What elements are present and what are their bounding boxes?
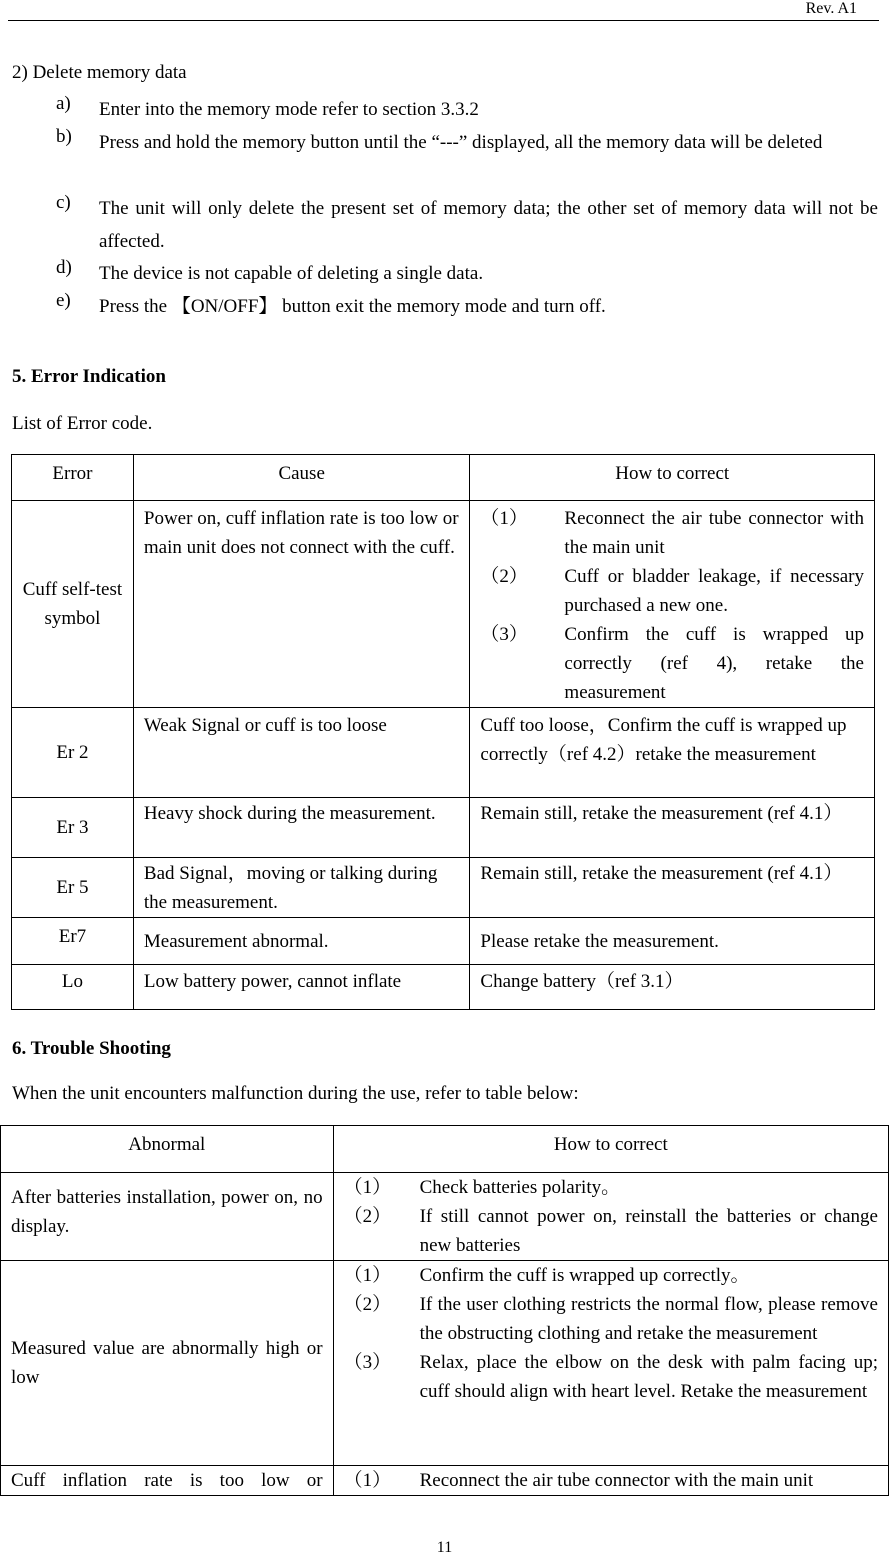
page-number: 11 (436, 1539, 453, 1556)
step-number: （1） (343, 1177, 392, 1198)
error-code: Er 2 (12, 708, 134, 798)
error-table (11, 454, 875, 1010)
error-cause: Heavy shock during the measurement. (133, 798, 470, 858)
error-cause: Low battery power, cannot inflate (133, 965, 470, 1010)
abnormal-symptom: Measured value are abnormally high or low (1, 1261, 334, 1466)
error-code: Er7 (12, 918, 134, 965)
abnormal-symptom: Cuff inflation rate is too low or (1, 1466, 334, 1496)
column-header: Cause (133, 455, 470, 501)
step-text: If the user clothing restricts the normal flow, please remove the obstructing clothing and retake the measurement (419, 1294, 878, 1344)
error-code: Lo (12, 965, 134, 1010)
error-correction: Change battery（ref 3.1） (470, 965, 875, 1010)
step-number: （1） (480, 508, 528, 529)
error-cause: Measurement abnormal. (133, 918, 470, 965)
column-header: Abnormal (1, 1126, 334, 1173)
table-row (1, 1466, 889, 1496)
error-cause: Bad Signal，moving or talking during the measurement. (133, 858, 470, 918)
list-item-text: Enter into the memory mode refer to section 3.3.2 (99, 99, 479, 120)
step-number: （2） (343, 1294, 392, 1315)
step-text: Confirm the cuff is wrapped up correctly (ref 4), retake the measurement (564, 624, 864, 703)
error-code: Cuff self-test symbol (12, 501, 134, 708)
table-header-row (1, 1126, 889, 1173)
step-number: （3） (343, 1352, 392, 1373)
step-text: Relax, place the elbow on the desk with palm facing up; cuff should align with heart level. Retake the measurement (419, 1352, 878, 1402)
error-correction: Remain still, retake the measurement (ref 4.1） (470, 858, 875, 918)
error-code: Er 5 (12, 858, 134, 918)
header-rule (8, 20, 879, 21)
error-correction: Please retake the measurement. (470, 918, 875, 965)
error-code: Er 3 (12, 798, 134, 858)
step-text: Reconnect the air tube connector with the main unit (419, 1470, 814, 1491)
table-row (12, 708, 875, 798)
step-number: （1） (343, 1265, 392, 1286)
abnormal-symptom: After batteries installation, power on, no display. (1, 1173, 334, 1261)
trouble-shooting-table (0, 1125, 889, 1496)
error-cause: Power on, cuff inflation rate is too low or main unit does not connect with the cuff. (133, 501, 470, 708)
step-text: Cuff or bladder leakage, if necessary purchased a new one. (564, 566, 864, 616)
trouble-shooting-intro: When the unit encounters malfunction during the use, refer to table below: (12, 1083, 579, 1104)
error-intro: List of Error code. (12, 413, 153, 434)
revision-label: Rev. A1 (805, 0, 857, 17)
list-item-label: a) (56, 93, 71, 114)
table-row (12, 798, 875, 858)
list-item-label: b) (56, 126, 72, 147)
trouble-correction (333, 1261, 888, 1466)
column-header: How to correct (333, 1126, 888, 1173)
trouble-shooting-heading: 6. Trouble Shooting (12, 1038, 171, 1059)
table-row (12, 858, 875, 918)
step-number: （2） (480, 566, 528, 587)
step-text: Confirm the cuff is wrapped up correctly。 (419, 1265, 750, 1286)
error-correction: Cuff too loose，Confirm the cuff is wrapped up correctly（ref 4.2）retake the measurement (470, 708, 875, 798)
table-row (12, 501, 875, 708)
error-correction: Remain still, retake the measurement (ref 4.1） (470, 798, 875, 858)
table-row (1, 1261, 889, 1466)
list-item-text: Press and hold the memory button until the “---” displayed, all the memory data will be deleted (99, 132, 823, 153)
list-item-text: The device is not capable of deleting a single data. (99, 263, 484, 284)
step-number: （2） (343, 1206, 392, 1227)
table-header-row (12, 455, 875, 501)
list-item-label: c) (56, 192, 71, 213)
step-text: If still cannot power on, reinstall the batteries or change new batteries (419, 1206, 878, 1256)
delete-memory-heading: 2) Delete memory data (12, 62, 187, 83)
step-text: Reconnect the air tube connector with the main unit (564, 508, 864, 558)
table-row (12, 918, 875, 965)
step-text: Check batteries polarity。 (419, 1177, 621, 1198)
trouble-correction (333, 1466, 888, 1496)
error-indication-heading: 5. Error Indication (12, 366, 166, 387)
list-item-text: Press the 【ON/OFF】 button exit the memory mode and turn off. (99, 296, 606, 317)
column-header: How to correct (470, 455, 875, 501)
table-row (1, 1173, 889, 1261)
error-cause: Weak Signal or cuff is too loose (133, 708, 470, 798)
trouble-correction (333, 1173, 888, 1261)
table-row (12, 965, 875, 1010)
step-number: （3） (480, 624, 528, 645)
list-item-label: e) (56, 290, 71, 311)
list-item-text: The unit will only delete the present set of memory data; the other set of memory data will not be affected. (99, 198, 878, 252)
list-item-label: d) (56, 257, 72, 278)
column-header: Error (12, 455, 134, 501)
error-correction (470, 501, 875, 708)
step-number: （1） (343, 1470, 392, 1491)
